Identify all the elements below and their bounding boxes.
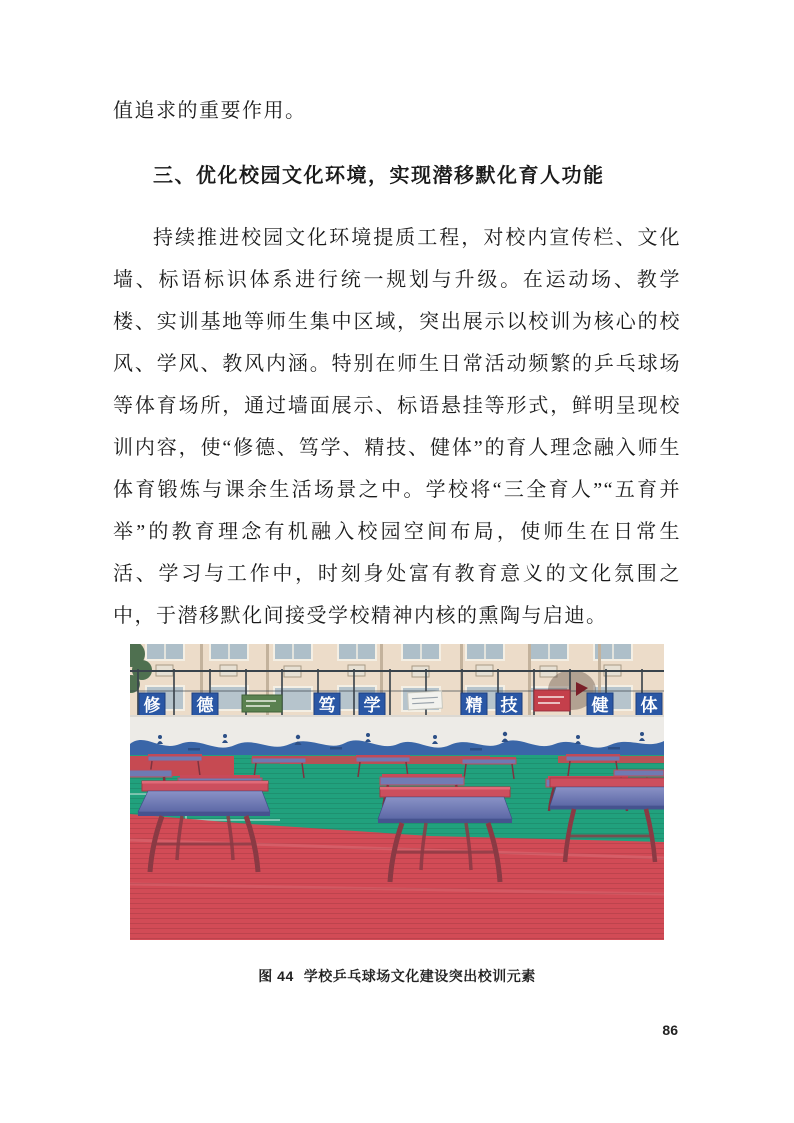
pingpong-court-photo xyxy=(130,644,664,940)
mural-wall xyxy=(130,715,664,755)
figure-caption-text: 学校乒乓球场文化建设突出校训元素 xyxy=(303,968,536,984)
banner-char: 修 xyxy=(143,696,161,715)
banner-char: 德 xyxy=(196,696,214,715)
banner-char: 精 xyxy=(465,696,483,715)
figure-caption xyxy=(0,966,794,986)
banner-char: 体 xyxy=(640,696,658,715)
body-paragraph: 持续推进校园文化环境提质工程，对校内宣传栏、文化墙、标语标识体系进行统一规划与升级。在运动场、教学楼、实训基地等师生集中区域，突出展示以校训为核心的校风、学风、教风内涵。特别在师生日常活动频繁的乒乓球场等体育场所，通过墙面展示、标语悬挂等形式，鲜明呈现校训内容，使“修德、笃学、精技、健体”的育人理念融入师生体育锻炼与课余生活场景之中。学校将“三全育人”“五育并举”的教育理念有机融入校园空间布局，使师生在日常生活、学习与工作中，时刻身处富有教育意义的文化氛围之中，于潜移默化间接受学校精神内核的熏陶与启迪。 xyxy=(113,227,681,627)
green-sign xyxy=(242,695,282,712)
section-heading: 三、优化校园文化环境，实现潜移默化育人功能 xyxy=(153,165,605,187)
banner-char: 技 xyxy=(500,696,518,715)
page-number: 86 xyxy=(662,1022,678,1038)
figure-caption-label: 图 44 xyxy=(258,968,294,984)
paragraph-continuation: 值追求的重要作用。 xyxy=(113,100,307,122)
white-sign xyxy=(408,691,443,710)
banner-char: 健 xyxy=(591,696,609,715)
banner-char: 学 xyxy=(363,696,381,715)
figure-photo xyxy=(130,644,664,940)
banner-char: 笃 xyxy=(318,696,336,715)
